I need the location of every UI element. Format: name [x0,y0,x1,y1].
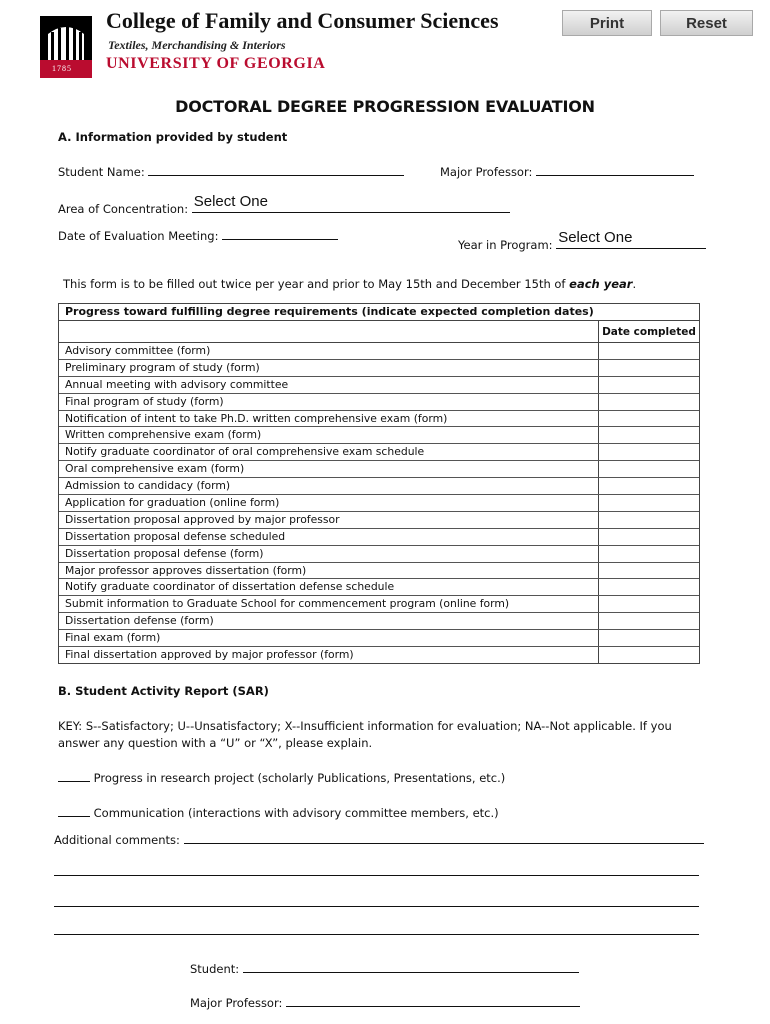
area-select[interactable] [192,193,510,213]
table-row [59,495,699,512]
requirement-label: Notify graduate coordinator of dissertation defense schedule [65,580,395,594]
table-row [59,512,699,529]
comments-input-line-4[interactable] [54,934,699,935]
year-select-value: Select One [558,229,633,246]
research-progress-rating-input[interactable] [58,780,90,782]
eval-date-field[interactable] [58,229,338,243]
requirement-label: Admission to candidacy (form) [65,479,231,493]
date-completed-input[interactable] [598,613,699,629]
student-name-label: Student Name: [58,165,145,179]
progress-rows [59,343,699,664]
table-row [59,478,699,495]
requirement-label: Annual meeting with advisory committee [65,377,289,391]
requirement-label: Dissertation proposal approved by major professor [65,512,340,526]
requirement-label: Final dissertation approved by major professor (form) [65,648,354,662]
requirement-label: Preliminary program of study (form) [65,360,260,374]
student-name-input[interactable] [148,174,404,176]
area-select-value: Select One [193,193,268,210]
requirement-label: Submit information to Graduate School for commencement program (online form) [65,597,510,611]
table-row [59,444,699,461]
requirement-label: Application for graduation (online form) [65,496,280,510]
progress-table [58,303,700,664]
table-row [59,411,699,428]
communication-label: Communication (interactions with advisory committee members, etc.) [93,806,499,820]
student-signature-label: Student: [190,962,240,976]
requirement-label: Notify graduate coordinator of oral comprehensive exam schedule [65,445,425,459]
progress-table-header: Progress toward fulfilling degree requirements (indicate expected completion dates) [59,304,699,321]
comments-input-line-1[interactable] [184,842,704,844]
requirement-label: Notification of intent to take Ph.D. written comprehensive exam (form) [65,411,448,425]
note-end: . [632,277,637,291]
area-label: Area of Concentration: [58,202,189,216]
comments-input-line-3[interactable] [54,906,699,907]
university-name: UNIVERSITY OF GEORGIA [106,55,326,72]
research-progress-label: Progress in research project (scholarly Publications, Presentations, etc.) [93,771,506,785]
print-button[interactable]: Print [562,10,652,36]
major-professor-field[interactable] [440,165,694,179]
key-text: KEY: S--Satisfactory; U--Unsatisfactory; X--Insufficient information for evaluation; NA--Not applicable. If you answer any question with a “U” or “X”, please explain. [58,719,672,750]
professor-signature-label: Major Professor: [190,996,283,1010]
research-progress-item[interactable] [58,771,505,785]
date-completed-input[interactable] [598,512,699,528]
date-completed-input[interactable] [598,563,699,579]
logo-year: 1785 [52,64,72,73]
uga-arch-logo [36,12,100,82]
date-completed-header: Date completed [598,321,699,343]
section-a-heading: A. Information provided by student [58,130,288,144]
area-field[interactable] [58,193,510,216]
requirement-label: Dissertation proposal defense (form) [65,546,264,560]
table-row [59,563,699,580]
date-completed-input[interactable] [598,411,699,427]
table-row [59,529,699,546]
requirement-label: Advisory committee (form) [65,344,211,357]
major-professor-input[interactable] [536,174,694,176]
professor-signature-field[interactable] [190,996,580,1010]
comments-field[interactable] [54,833,704,847]
requirement-label: Final exam (form) [65,631,161,645]
date-completed-input[interactable] [598,647,699,664]
table-row [59,427,699,444]
section-b-heading: B. Student Activity Report (SAR) [58,684,269,698]
year-field[interactable] [458,229,706,252]
date-completed-input[interactable] [598,377,699,393]
table-row [59,377,699,394]
comments-input-line-2[interactable] [54,875,699,876]
date-completed-input[interactable] [598,461,699,477]
table-row [59,343,699,360]
eval-date-input[interactable] [222,238,338,240]
table-row [59,613,699,630]
table-row [59,579,699,596]
requirement-label: Major professor approves dissertation (form) [65,563,307,577]
year-label: Year in Program: [458,238,553,252]
year-select[interactable] [556,229,706,249]
college-title: College of Family and Consumer Sciences [106,8,499,33]
communication-rating-input[interactable] [58,815,90,817]
eval-date-label: Date of Evaluation Meeting: [58,229,219,243]
date-completed-input[interactable] [598,427,699,443]
student-signature-input[interactable] [243,971,579,973]
table-row [59,546,699,563]
table-row [59,647,699,664]
professor-signature-input[interactable] [286,1005,580,1007]
date-completed-input[interactable] [598,596,699,612]
date-completed-input[interactable] [598,444,699,460]
major-professor-label: Major Professor: [440,165,533,179]
comments-label: Additional comments: [54,833,180,847]
table-row [59,394,699,411]
table-row [59,461,699,478]
requirement-label: Final program of study (form) [65,394,224,408]
requirement-label: Dissertation defense (form) [65,614,214,628]
instruction-note [63,277,636,291]
date-completed-input[interactable] [598,529,699,545]
date-completed-input[interactable] [598,546,699,562]
student-name-field[interactable] [58,165,404,179]
student-signature-field[interactable] [190,962,579,976]
date-completed-input[interactable] [598,478,699,494]
department-name: Textiles, Merchandising & Interiors [108,38,286,52]
requirement-label: Written comprehensive exam (form) [65,428,262,442]
document-title: DOCTORAL DEGREE PROGRESSION EVALUATION [175,97,595,116]
table-row [59,630,699,647]
communication-item[interactable] [58,806,499,820]
table-row [59,360,699,377]
date-completed-input[interactable] [598,394,699,410]
note-emphasis: each year [569,277,633,291]
table-row [59,596,699,613]
date-completed-input[interactable] [598,630,699,646]
reset-button[interactable]: Reset [660,10,753,36]
requirement-label: Dissertation proposal defense scheduled [65,529,286,543]
note-text: This form is to be filled out twice per year and prior to May 15th and December 15th of [63,277,570,291]
requirement-label: Oral comprehensive exam (form) [65,462,245,476]
date-completed-input[interactable] [598,343,699,359]
date-completed-input[interactable] [598,495,699,511]
date-completed-input[interactable] [598,579,699,595]
date-completed-input[interactable] [598,360,699,376]
